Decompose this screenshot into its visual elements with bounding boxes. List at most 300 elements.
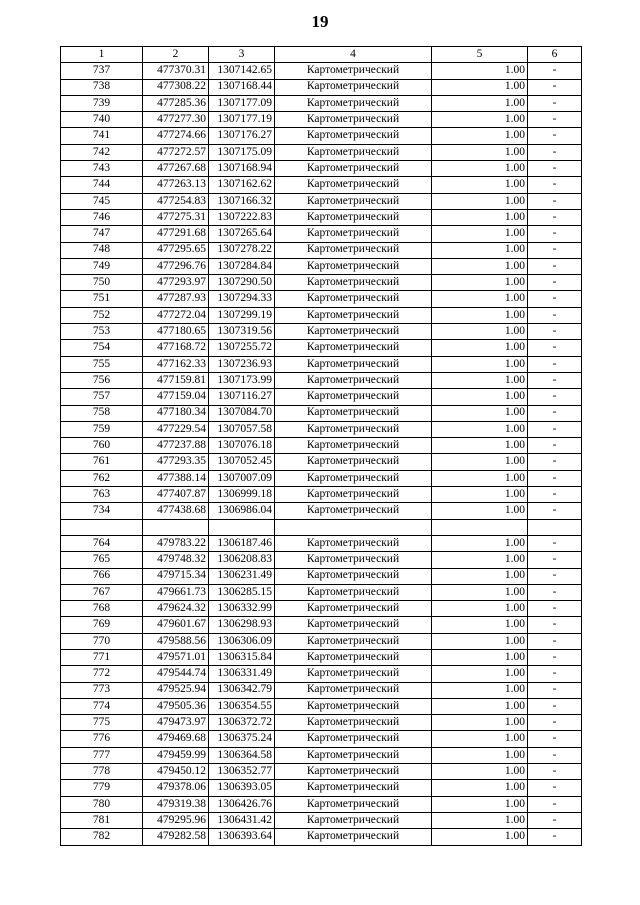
accuracy-cell: 1.00 <box>432 715 528 731</box>
y-coordinate-cell: 1307166.32 <box>209 193 275 209</box>
table-row <box>61 209 582 225</box>
y-coordinate-cell: 1306352.77 <box>209 764 275 780</box>
x-coordinate-cell: 477263.13 <box>143 177 209 193</box>
header-cell: 1 <box>61 47 143 63</box>
x-coordinate-cell: 477293.97 <box>143 275 209 291</box>
note-cell: - <box>528 503 582 519</box>
note-cell: - <box>528 780 582 796</box>
accuracy-cell: 1.00 <box>432 487 528 503</box>
table-row <box>61 95 582 111</box>
point-number-cell: 767 <box>61 584 143 600</box>
x-coordinate-cell: 477162.33 <box>143 356 209 372</box>
coordinates-table <box>60 46 582 846</box>
point-number-cell: 773 <box>61 682 143 698</box>
point-number-cell: 734 <box>61 503 143 519</box>
method-cell: Картометрический <box>275 226 432 242</box>
note-cell: - <box>528 209 582 225</box>
accuracy-cell: 1.00 <box>432 649 528 665</box>
accuracy-cell: 1.00 <box>432 128 528 144</box>
point-number-cell: 745 <box>61 193 143 209</box>
point-number-cell: 752 <box>61 307 143 323</box>
point-number-cell: 748 <box>61 242 143 258</box>
method-cell: Картометрический <box>275 764 432 780</box>
accuracy-cell: 1.00 <box>432 258 528 274</box>
table-row <box>61 405 582 421</box>
table-row <box>61 682 582 698</box>
table-row <box>61 764 582 780</box>
note-cell: - <box>528 682 582 698</box>
point-number-cell: 778 <box>61 764 143 780</box>
x-coordinate-cell: 477407.87 <box>143 487 209 503</box>
accuracy-cell: 1.00 <box>432 812 528 828</box>
point-number-cell: 744 <box>61 177 143 193</box>
note-cell: - <box>528 633 582 649</box>
method-cell: Картометрический <box>275 796 432 812</box>
method-cell: Картометрический <box>275 128 432 144</box>
point-number-cell: 772 <box>61 666 143 682</box>
page-number: 19 <box>311 12 329 31</box>
method-cell: Картометрический <box>275 829 432 845</box>
x-coordinate-cell: 479715.34 <box>143 568 209 584</box>
y-coordinate-cell: 1307057.58 <box>209 421 275 437</box>
x-coordinate-cell: 477291.68 <box>143 226 209 242</box>
method-cell: Картометрический <box>275 552 432 568</box>
method-cell: Картометрический <box>275 209 432 225</box>
point-number-cell: 749 <box>61 258 143 274</box>
table-row <box>61 307 582 323</box>
x-coordinate-cell: 479282.58 <box>143 829 209 845</box>
accuracy-cell: 1.00 <box>432 503 528 519</box>
method-cell: Картометрический <box>275 275 432 291</box>
method-cell: Картометрический <box>275 601 432 617</box>
accuracy-cell: 1.00 <box>432 144 528 160</box>
x-coordinate-cell: 477180.65 <box>143 324 209 340</box>
note-cell: - <box>528 95 582 111</box>
note-cell: - <box>528 698 582 714</box>
x-coordinate-cell: 477267.68 <box>143 161 209 177</box>
method-cell: Картометрический <box>275 666 432 682</box>
note-cell: - <box>528 812 582 828</box>
note-cell: - <box>528 649 582 665</box>
table-row <box>61 535 582 551</box>
x-coordinate-cell: 477296.76 <box>143 258 209 274</box>
table-row <box>61 372 582 388</box>
accuracy-cell: 1.00 <box>432 340 528 356</box>
table-row <box>61 454 582 470</box>
table-row <box>61 161 582 177</box>
method-cell: Картометрический <box>275 324 432 340</box>
accuracy-cell: 1.00 <box>432 568 528 584</box>
method-cell: Картометрический <box>275 731 432 747</box>
accuracy-cell: 1.00 <box>432 372 528 388</box>
y-coordinate-cell: 1306231.49 <box>209 568 275 584</box>
table-row <box>61 812 582 828</box>
point-number-cell: 753 <box>61 324 143 340</box>
point-number-cell: 764 <box>61 535 143 551</box>
method-cell: Картометрический <box>275 617 432 633</box>
method-cell: Картометрический <box>275 584 432 600</box>
y-coordinate-cell: 1306354.55 <box>209 698 275 714</box>
note-cell: - <box>528 226 582 242</box>
y-coordinate-cell: 1306986.04 <box>209 503 275 519</box>
x-coordinate-cell: 477272.57 <box>143 144 209 160</box>
point-number-cell: 737 <box>61 63 143 79</box>
table-row <box>61 780 582 796</box>
table-row <box>61 389 582 405</box>
table-row <box>61 617 582 633</box>
accuracy-cell: 1.00 <box>432 275 528 291</box>
header-cell: 6 <box>528 47 582 63</box>
y-coordinate-cell: 1307142.65 <box>209 63 275 79</box>
x-coordinate-cell: 477308.22 <box>143 79 209 95</box>
point-number-cell: 769 <box>61 617 143 633</box>
table-row <box>61 79 582 95</box>
accuracy-cell: 1.00 <box>432 535 528 551</box>
y-coordinate-cell: 1307168.94 <box>209 161 275 177</box>
table-row <box>61 796 582 812</box>
method-cell: Картометрический <box>275 144 432 160</box>
method-cell: Картометрический <box>275 372 432 388</box>
y-coordinate-cell: 1307173.99 <box>209 372 275 388</box>
y-coordinate-cell: 1306332.99 <box>209 601 275 617</box>
point-number-cell: 754 <box>61 340 143 356</box>
accuracy-cell: 1.00 <box>432 682 528 698</box>
y-coordinate-cell: 1306331.49 <box>209 666 275 682</box>
point-number-cell: 765 <box>61 552 143 568</box>
point-number-cell: 770 <box>61 633 143 649</box>
y-coordinate-cell: 1307176.27 <box>209 128 275 144</box>
note-cell: - <box>528 666 582 682</box>
point-number-cell: 750 <box>61 275 143 291</box>
table-row <box>61 747 582 763</box>
table-row <box>61 226 582 242</box>
x-coordinate-cell: 479505.36 <box>143 698 209 714</box>
header-cell: 5 <box>432 47 528 63</box>
x-coordinate-cell: 477168.72 <box>143 340 209 356</box>
table-row <box>61 291 582 307</box>
note-cell: - <box>528 128 582 144</box>
y-coordinate-cell: 1306315.84 <box>209 649 275 665</box>
y-coordinate-cell: 1307255.72 <box>209 340 275 356</box>
y-coordinate-cell: 1306342.79 <box>209 682 275 698</box>
x-coordinate-cell: 479459.99 <box>143 747 209 763</box>
note-cell: - <box>528 470 582 486</box>
x-coordinate-cell: 477285.36 <box>143 95 209 111</box>
point-number-cell: 746 <box>61 209 143 225</box>
empty-cell <box>209 519 275 535</box>
point-number-cell: 774 <box>61 698 143 714</box>
note-cell: - <box>528 405 582 421</box>
note-cell: - <box>528 275 582 291</box>
accuracy-cell: 1.00 <box>432 193 528 209</box>
note-cell: - <box>528 617 582 633</box>
x-coordinate-cell: 479378.06 <box>143 780 209 796</box>
point-number-cell: 771 <box>61 649 143 665</box>
y-coordinate-cell: 1306375.24 <box>209 731 275 747</box>
accuracy-cell: 1.00 <box>432 307 528 323</box>
empty-cell <box>275 519 432 535</box>
y-coordinate-cell: 1307168.44 <box>209 79 275 95</box>
method-cell: Картометрический <box>275 535 432 551</box>
note-cell: - <box>528 535 582 551</box>
x-coordinate-cell: 477237.88 <box>143 438 209 454</box>
point-number-cell: 738 <box>61 79 143 95</box>
method-cell: Картометрический <box>275 421 432 437</box>
x-coordinate-cell: 479624.32 <box>143 601 209 617</box>
note-cell: - <box>528 144 582 160</box>
method-cell: Картометрический <box>275 780 432 796</box>
table-row <box>61 666 582 682</box>
note-cell: - <box>528 389 582 405</box>
table-row <box>61 340 582 356</box>
y-coordinate-cell: 1307236.93 <box>209 356 275 372</box>
accuracy-cell: 1.00 <box>432 79 528 95</box>
note-cell: - <box>528 764 582 780</box>
x-coordinate-cell: 477159.81 <box>143 372 209 388</box>
point-number-cell: 751 <box>61 291 143 307</box>
y-coordinate-cell: 1306426.76 <box>209 796 275 812</box>
x-coordinate-cell: 479525.94 <box>143 682 209 698</box>
x-coordinate-cell: 477295.65 <box>143 242 209 258</box>
method-cell: Картометрический <box>275 177 432 193</box>
table-row <box>61 487 582 503</box>
accuracy-cell: 1.00 <box>432 552 528 568</box>
table-row <box>61 275 582 291</box>
table-row <box>61 470 582 486</box>
accuracy-cell: 1.00 <box>432 747 528 763</box>
method-cell: Картометрический <box>275 193 432 209</box>
point-number-cell: 757 <box>61 389 143 405</box>
point-number-cell: 775 <box>61 715 143 731</box>
accuracy-cell: 1.00 <box>432 780 528 796</box>
point-number-cell: 766 <box>61 568 143 584</box>
note-cell: - <box>528 731 582 747</box>
method-cell: Картометрический <box>275 503 432 519</box>
note-cell: - <box>528 356 582 372</box>
table-row <box>61 144 582 160</box>
accuracy-cell: 1.00 <box>432 470 528 486</box>
x-coordinate-cell: 477287.93 <box>143 291 209 307</box>
header-cell: 3 <box>209 47 275 63</box>
y-coordinate-cell: 1307177.09 <box>209 95 275 111</box>
point-number-cell: 747 <box>61 226 143 242</box>
table-row <box>61 193 582 209</box>
empty-cell <box>432 519 528 535</box>
method-cell: Картометрический <box>275 633 432 649</box>
method-cell: Картометрический <box>275 487 432 503</box>
y-coordinate-cell: 1307076.18 <box>209 438 275 454</box>
y-coordinate-cell: 1306364.58 <box>209 747 275 763</box>
table-row <box>61 177 582 193</box>
y-coordinate-cell: 1306393.05 <box>209 780 275 796</box>
point-number-cell: 755 <box>61 356 143 372</box>
accuracy-cell: 1.00 <box>432 421 528 437</box>
note-cell: - <box>528 193 582 209</box>
method-cell: Картометрический <box>275 79 432 95</box>
x-coordinate-cell: 477274.66 <box>143 128 209 144</box>
method-cell: Картометрический <box>275 389 432 405</box>
point-number-cell: 761 <box>61 454 143 470</box>
table-row <box>61 503 582 519</box>
point-number-cell: 780 <box>61 796 143 812</box>
x-coordinate-cell: 479601.67 <box>143 617 209 633</box>
accuracy-cell: 1.00 <box>432 177 528 193</box>
point-number-cell: 777 <box>61 747 143 763</box>
header-cell: 4 <box>275 47 432 63</box>
note-cell: - <box>528 438 582 454</box>
note-cell: - <box>528 796 582 812</box>
x-coordinate-cell: 479588.56 <box>143 633 209 649</box>
note-cell: - <box>528 340 582 356</box>
point-number-cell: 760 <box>61 438 143 454</box>
method-cell: Картометрический <box>275 470 432 486</box>
y-coordinate-cell: 1307116.27 <box>209 389 275 405</box>
method-cell: Картометрический <box>275 438 432 454</box>
point-number-cell: 759 <box>61 421 143 437</box>
x-coordinate-cell: 477159.04 <box>143 389 209 405</box>
header-cell: 2 <box>143 47 209 63</box>
method-cell: Картометрический <box>275 112 432 128</box>
method-cell: Картометрический <box>275 258 432 274</box>
table-row <box>61 568 582 584</box>
y-coordinate-cell: 1307175.09 <box>209 144 275 160</box>
note-cell: - <box>528 601 582 617</box>
empty-cell <box>528 519 582 535</box>
x-coordinate-cell: 479748.32 <box>143 552 209 568</box>
x-coordinate-cell: 477438.68 <box>143 503 209 519</box>
x-coordinate-cell: 477370.31 <box>143 63 209 79</box>
point-number-cell: 740 <box>61 112 143 128</box>
table-row <box>61 356 582 372</box>
method-cell: Картометрический <box>275 63 432 79</box>
point-number-cell: 741 <box>61 128 143 144</box>
accuracy-cell: 1.00 <box>432 209 528 225</box>
note-cell: - <box>528 829 582 845</box>
note-cell: - <box>528 258 582 274</box>
y-coordinate-cell: 1306999.18 <box>209 487 275 503</box>
accuracy-cell: 1.00 <box>432 226 528 242</box>
note-cell: - <box>528 161 582 177</box>
method-cell: Картометрический <box>275 747 432 763</box>
method-cell: Картометрический <box>275 715 432 731</box>
method-cell: Картометрический <box>275 682 432 698</box>
accuracy-cell: 1.00 <box>432 666 528 682</box>
accuracy-cell: 1.00 <box>432 389 528 405</box>
table-row <box>61 552 582 568</box>
method-cell: Картометрический <box>275 161 432 177</box>
x-coordinate-cell: 479661.73 <box>143 584 209 600</box>
method-cell: Картометрический <box>275 291 432 307</box>
note-cell: - <box>528 454 582 470</box>
accuracy-cell: 1.00 <box>432 796 528 812</box>
x-coordinate-cell: 477293.35 <box>143 454 209 470</box>
point-number-cell: 762 <box>61 470 143 486</box>
accuracy-cell: 1.00 <box>432 617 528 633</box>
method-cell: Картометрический <box>275 356 432 372</box>
point-number-cell: 756 <box>61 372 143 388</box>
x-coordinate-cell: 477272.04 <box>143 307 209 323</box>
table-row <box>61 63 582 79</box>
point-number-cell: 742 <box>61 144 143 160</box>
method-cell: Картометрический <box>275 307 432 323</box>
note-cell: - <box>528 324 582 340</box>
x-coordinate-cell: 479450.12 <box>143 764 209 780</box>
method-cell: Картометрический <box>275 454 432 470</box>
table-header-row <box>61 47 582 63</box>
y-coordinate-cell: 1307162.62 <box>209 177 275 193</box>
x-coordinate-cell: 479544.74 <box>143 666 209 682</box>
y-coordinate-cell: 1306306.09 <box>209 633 275 649</box>
note-cell: - <box>528 372 582 388</box>
y-coordinate-cell: 1307084.70 <box>209 405 275 421</box>
accuracy-cell: 1.00 <box>432 584 528 600</box>
x-coordinate-cell: 477180.34 <box>143 405 209 421</box>
x-coordinate-cell: 477277.30 <box>143 112 209 128</box>
y-coordinate-cell: 1307290.50 <box>209 275 275 291</box>
y-coordinate-cell: 1307222.83 <box>209 209 275 225</box>
accuracy-cell: 1.00 <box>432 324 528 340</box>
table-row <box>61 112 582 128</box>
table-row <box>61 649 582 665</box>
y-coordinate-cell: 1307299.19 <box>209 307 275 323</box>
y-coordinate-cell: 1307319.56 <box>209 324 275 340</box>
x-coordinate-cell: 477275.31 <box>143 209 209 225</box>
y-coordinate-cell: 1307284.84 <box>209 258 275 274</box>
table-row <box>61 601 582 617</box>
empty-cell <box>61 519 143 535</box>
note-cell: - <box>528 568 582 584</box>
accuracy-cell: 1.00 <box>432 291 528 307</box>
accuracy-cell: 1.00 <box>432 161 528 177</box>
method-cell: Картометрический <box>275 340 432 356</box>
method-cell: Картометрический <box>275 698 432 714</box>
note-cell: - <box>528 291 582 307</box>
empty-cell <box>143 519 209 535</box>
table-row <box>61 829 582 845</box>
note-cell: - <box>528 715 582 731</box>
method-cell: Картометрический <box>275 242 432 258</box>
y-coordinate-cell: 1307294.33 <box>209 291 275 307</box>
point-number-cell: 739 <box>61 95 143 111</box>
method-cell: Картометрический <box>275 649 432 665</box>
accuracy-cell: 1.00 <box>432 405 528 421</box>
method-cell: Картометрический <box>275 568 432 584</box>
y-coordinate-cell: 1306285.15 <box>209 584 275 600</box>
accuracy-cell: 1.00 <box>432 454 528 470</box>
accuracy-cell: 1.00 <box>432 112 528 128</box>
table-row <box>61 128 582 144</box>
note-cell: - <box>528 79 582 95</box>
y-coordinate-cell: 1306393.64 <box>209 829 275 845</box>
y-coordinate-cell: 1306298.93 <box>209 617 275 633</box>
accuracy-cell: 1.00 <box>432 438 528 454</box>
accuracy-cell: 1.00 <box>432 356 528 372</box>
accuracy-cell: 1.00 <box>432 63 528 79</box>
note-cell: - <box>528 307 582 323</box>
point-number-cell: 782 <box>61 829 143 845</box>
note-cell: - <box>528 747 582 763</box>
x-coordinate-cell: 479319.38 <box>143 796 209 812</box>
point-number-cell: 758 <box>61 405 143 421</box>
table-row <box>61 242 582 258</box>
note-cell: - <box>528 421 582 437</box>
method-cell: Картометрический <box>275 405 432 421</box>
accuracy-cell: 1.00 <box>432 698 528 714</box>
accuracy-cell: 1.00 <box>432 95 528 111</box>
note-cell: - <box>528 112 582 128</box>
accuracy-cell: 1.00 <box>432 829 528 845</box>
table-row <box>61 258 582 274</box>
